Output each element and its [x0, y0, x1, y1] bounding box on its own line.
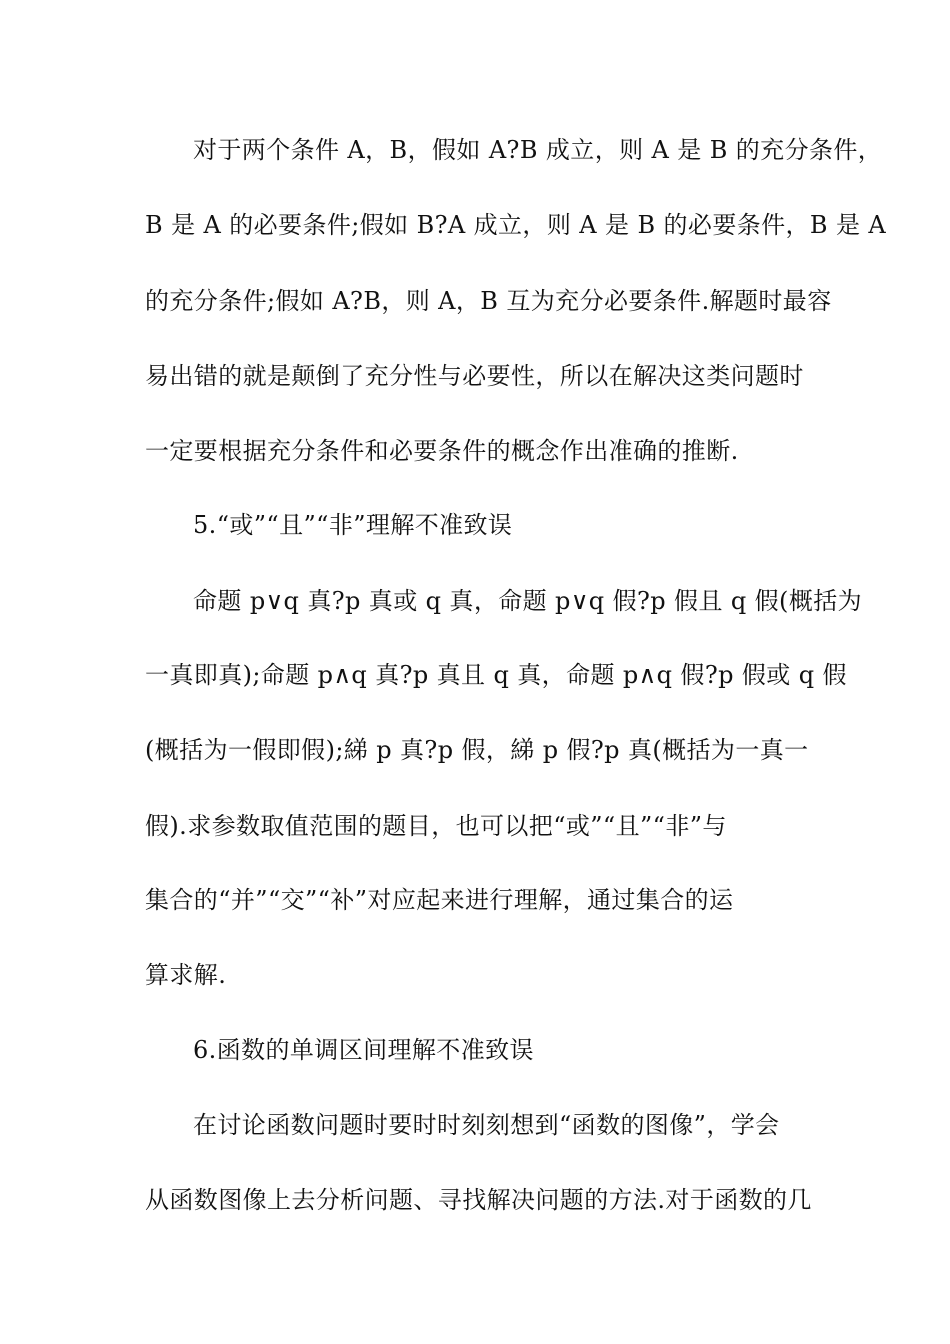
- paragraph-line: 的充分条件;假如 A?B，则 A，B 互为充分必要条件.解题时最容: [145, 287, 832, 315]
- paragraph-line: 集合的“并”“交”“补”对应起来进行理解，通过集合的运: [145, 886, 734, 914]
- paragraph-line: 一真即真);命题 p∧q 真?p 真且 q 真，命题 p∧q 假?p 假或 q 假: [145, 661, 847, 689]
- section-heading: 5.“或”“且”“非”理解不准致误: [193, 511, 513, 539]
- paragraph-line: 在讨论函数问题时要时时刻刻想到“函数的图像”，学会: [193, 1111, 780, 1139]
- section-heading: 6.函数的单调区间理解不准致误: [193, 1036, 534, 1064]
- paragraph-line: B 是 A 的必要条件;假如 B?A 成立，则 A 是 B 的必要条件，B 是 A: [145, 211, 887, 239]
- paragraph-line: 算求解.: [145, 961, 227, 989]
- paragraph-line: 一定要根据充分条件和必要条件的概念作出准确的推断.: [145, 437, 739, 465]
- paragraph-line: (概括为一假即假);綈 p 真?p 假，綈 p 假?p 真(概括为一真一: [145, 736, 809, 764]
- paragraph-line: 从函数图像上去分析问题、寻找解决问题的方法.对于函数的几: [145, 1186, 812, 1214]
- paragraph-line: 假).求参数取值范围的题目，也可以把“或”“且”“非”与: [145, 812, 727, 840]
- paragraph-line: 易出错的就是颠倒了充分性与必要性，所以在解决这类问题时: [145, 362, 804, 390]
- paragraph-line: 命题 p∨q 真?p 真或 q 真，命题 p∨q 假?p 假且 q 假(概括为: [193, 587, 863, 615]
- paragraph-line: 对于两个条件 A，B，假如 A?B 成立，则 A 是 B 的充分条件，: [193, 136, 883, 164]
